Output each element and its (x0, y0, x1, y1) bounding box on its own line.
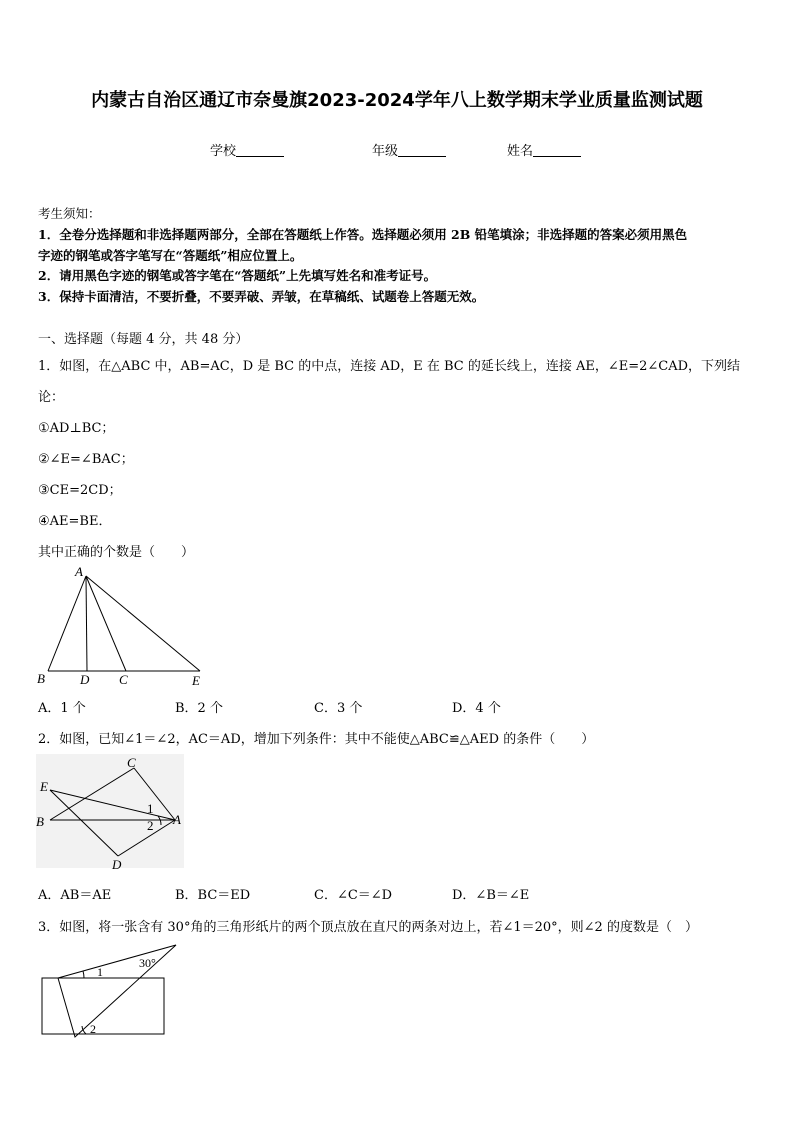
notice-item-1-line-1: 1．全卷分选择题和非选择题两部分，全部在答题纸上作答。选择题必须用 2B 铅笔填涂；非选择题的答案必须用黑色 (38, 227, 688, 242)
q1-option-c[interactable]: C．3 个 (314, 701, 363, 716)
q2-option-b[interactable]: B．BC＝ED (175, 888, 251, 903)
page-title: 内蒙古自治区通辽市奈曼旗2023-2024学年八上数学期末学业质量监测试题 (91, 90, 703, 111)
q2-label-angle-1: 1 (147, 801, 154, 816)
q1-label-c: C (119, 672, 128, 687)
q2-option-c[interactable]: C．∠C＝∠D (314, 888, 393, 903)
q1-question: 其中正确的个数是（ ） (38, 545, 195, 560)
q3-label-angle-30: 30° (139, 956, 156, 970)
q1-label-e: E (192, 673, 200, 688)
q3-triangle (58, 945, 176, 1037)
q1-conclusion-1: ①AD⊥BC； (38, 421, 115, 436)
q2-option-a[interactable]: A．AB＝AE (38, 888, 112, 903)
q1-line-1: 1．如图，在△ABC 中，AB=AC，D 是 BC 的中点，连接 AD，E 在 BC 的延长线上，连接 AE，∠E=2∠CAD，下列结 (38, 359, 741, 374)
q2-label-angle-2: 2 (147, 818, 154, 833)
q3-label-angle-1: 1 (97, 965, 103, 979)
q1-conclusion-3: ③CE=2CD； (38, 483, 122, 498)
q1-figure (34, 562, 214, 692)
section-heading: 一、选择题（每题 4 分，共 48 分） (38, 332, 249, 347)
q1-conclusion-2: ②∠E=∠BAC； (38, 452, 134, 467)
q1-segment-ae (86, 576, 200, 671)
q3-angle-1-arc (83, 971, 84, 978)
school-label: 学校 (210, 144, 237, 159)
name-blank (533, 144, 581, 157)
grade-field (372, 140, 446, 159)
q2-option-d[interactable]: D．∠B＝∠E (452, 888, 530, 903)
q3-label-angle-2: 2 (90, 1022, 96, 1036)
school-blank (236, 144, 284, 157)
grade-blank (398, 144, 446, 157)
q1-line-2: 论： (38, 390, 65, 405)
q1-segment-ab (48, 576, 86, 671)
q1-option-b[interactable]: B．2 个 (175, 701, 223, 716)
school-field (210, 140, 284, 159)
grade-label: 年级 (372, 144, 399, 159)
q1-label-d: D (80, 672, 90, 687)
q2-figure-background (36, 754, 184, 868)
name-field (507, 140, 581, 159)
q2-label-d: D (112, 857, 122, 872)
q2-label-a: A (173, 812, 181, 827)
q2-figure (36, 754, 186, 876)
q1-label-a: A (75, 564, 83, 579)
name-label: 姓名 (507, 144, 534, 159)
q1-option-d[interactable]: D．4 个 (452, 701, 501, 716)
q2-label-c: C (127, 755, 136, 770)
q3-figure (36, 940, 186, 1040)
q1-option-a[interactable]: A．1 个 (38, 701, 86, 716)
notice-item-2: 2．请用黑色字迹的钢笔或答字笔在“答题纸”上先填写姓名和准考证号。 (38, 268, 437, 283)
q1-segment-ac (86, 576, 126, 671)
notice-heading: 考生须知： (38, 206, 101, 221)
notice-item-1-line-2: 字迹的钢笔或答字笔写在“答题纸”相应位置上。 (38, 248, 303, 263)
q1-conclusion-4: ④AE=BE． (38, 514, 112, 529)
notice-item-3: 3．保持卡面清洁，不要折叠，不要弄破、弄皱，在草稿纸、试题卷上答题无效。 (38, 289, 485, 304)
q1-segment-ad (86, 576, 87, 671)
q2-label-b: B (36, 814, 44, 829)
q2-line-1: 2．如图，已知∠1＝∠2，AC＝AD，增加下列条件：其中不能使△ABC≌△AED 的条件（ ） (38, 732, 595, 747)
q3-line-1: 3．如图，将一张含有 30°角的三角形纸片的两个顶点放在直尺的两条对边上，若∠1＝20°，则∠2 的度数是（ ） (38, 920, 698, 935)
q2-label-e: E (40, 779, 48, 794)
q1-label-b: B (37, 671, 45, 686)
